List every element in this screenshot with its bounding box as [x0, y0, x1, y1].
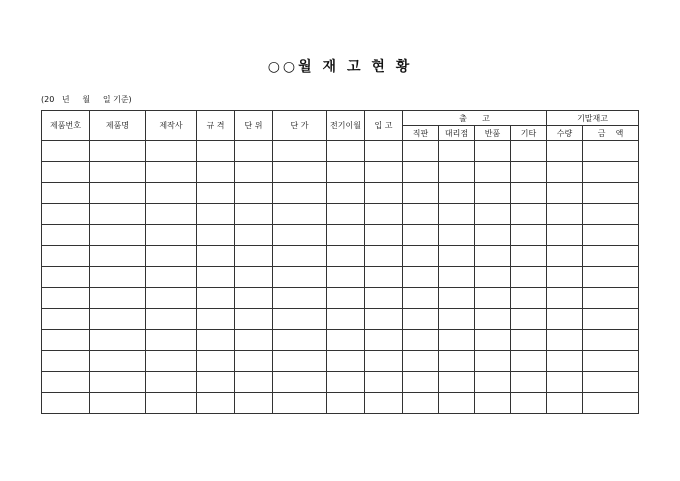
date-basis-line: (20 년 월 일 기준) — [41, 95, 132, 104]
header-agency: 대리점 — [439, 126, 475, 141]
table-cell — [511, 372, 547, 393]
table-cell — [511, 351, 547, 372]
header-carried-over: 전기이월 — [327, 111, 365, 141]
table-row — [42, 393, 639, 414]
table-cell — [146, 267, 197, 288]
table-cell — [197, 267, 235, 288]
table-cell — [42, 393, 90, 414]
table-cell — [197, 351, 235, 372]
table-cell — [235, 393, 273, 414]
table-cell — [90, 246, 146, 267]
table-row — [42, 309, 639, 330]
table-cell — [547, 246, 583, 267]
table-cell — [583, 372, 639, 393]
table-cell — [403, 162, 439, 183]
table-cell — [42, 225, 90, 246]
table-cell — [197, 372, 235, 393]
table-cell — [403, 393, 439, 414]
table-cell — [327, 162, 365, 183]
table-cell — [511, 393, 547, 414]
table-cell — [146, 351, 197, 372]
header-stock-out-group: 출 고 — [403, 111, 547, 126]
table-cell — [273, 225, 327, 246]
table-cell — [583, 309, 639, 330]
table-cell — [197, 330, 235, 351]
table-cell — [90, 162, 146, 183]
table-cell — [146, 246, 197, 267]
table-cell — [365, 141, 403, 162]
table-cell — [547, 267, 583, 288]
table-cell — [547, 372, 583, 393]
table-row — [42, 372, 639, 393]
table-cell — [90, 393, 146, 414]
table-cell — [273, 162, 327, 183]
table-cell — [475, 225, 511, 246]
table-cell — [273, 204, 327, 225]
table-cell — [439, 225, 475, 246]
table-cell — [403, 372, 439, 393]
table-cell — [146, 162, 197, 183]
inventory-table — [41, 110, 639, 414]
table-cell — [475, 351, 511, 372]
table-cell — [403, 288, 439, 309]
table-cell — [235, 183, 273, 204]
table-row — [42, 141, 639, 162]
table-cell — [327, 351, 365, 372]
table-cell — [197, 225, 235, 246]
table-cell — [235, 309, 273, 330]
table-cell — [583, 330, 639, 351]
table-cell — [42, 330, 90, 351]
table-cell — [327, 288, 365, 309]
table-cell — [475, 246, 511, 267]
table-cell — [547, 351, 583, 372]
table-cell — [475, 330, 511, 351]
table-cell — [439, 351, 475, 372]
table-cell — [547, 225, 583, 246]
table-cell — [583, 351, 639, 372]
table-cell — [583, 204, 639, 225]
table-cell — [365, 183, 403, 204]
table-cell — [235, 162, 273, 183]
table-cell — [439, 183, 475, 204]
header-manufacturer: 제작사 — [146, 111, 197, 141]
table-cell — [327, 246, 365, 267]
table-cell — [511, 183, 547, 204]
table-cell — [327, 372, 365, 393]
table-cell — [327, 330, 365, 351]
table-cell — [403, 183, 439, 204]
table-cell — [273, 309, 327, 330]
table-cell — [365, 204, 403, 225]
table-cell — [42, 309, 90, 330]
header-quantity: 수량 — [547, 126, 583, 141]
table-cell — [197, 183, 235, 204]
table-cell — [365, 267, 403, 288]
table-cell — [327, 204, 365, 225]
table-cell — [439, 288, 475, 309]
table-cell — [327, 183, 365, 204]
header-returns: 반품 — [475, 126, 511, 141]
table-row — [42, 330, 639, 351]
table-row — [42, 288, 639, 309]
table-cell — [273, 330, 327, 351]
table-cell — [439, 204, 475, 225]
table-cell — [403, 309, 439, 330]
table-cell — [365, 393, 403, 414]
table-cell — [475, 267, 511, 288]
table-cell — [235, 267, 273, 288]
table-cell — [327, 309, 365, 330]
table-cell — [146, 225, 197, 246]
table-row — [42, 204, 639, 225]
table-cell — [197, 204, 235, 225]
table-cell — [475, 204, 511, 225]
table-row — [42, 246, 639, 267]
table-cell — [583, 267, 639, 288]
table-row — [42, 225, 639, 246]
table-cell — [439, 330, 475, 351]
page-title: ○○월 재 고 현 황 — [267, 59, 413, 75]
table-cell — [439, 267, 475, 288]
table-cell — [547, 141, 583, 162]
table-cell — [235, 204, 273, 225]
header-amount: 금 액 — [583, 126, 639, 141]
table-cell — [327, 225, 365, 246]
header-unit: 단 위 — [235, 111, 273, 141]
table-row — [42, 162, 639, 183]
table-cell — [511, 330, 547, 351]
table-cell — [327, 267, 365, 288]
table-cell — [547, 183, 583, 204]
table-cell — [235, 288, 273, 309]
table-cell — [42, 288, 90, 309]
table-cell — [439, 141, 475, 162]
table-cell — [365, 309, 403, 330]
table-cell — [273, 393, 327, 414]
table-cell — [42, 162, 90, 183]
table-cell — [403, 225, 439, 246]
table-cell — [547, 393, 583, 414]
table-cell — [547, 309, 583, 330]
table-cell — [475, 372, 511, 393]
table-cell — [197, 393, 235, 414]
table-cell — [90, 267, 146, 288]
table-cell — [146, 141, 197, 162]
table-cell — [511, 162, 547, 183]
table-cell — [273, 372, 327, 393]
table-cell — [403, 141, 439, 162]
header-product-no: 제품번호 — [42, 111, 90, 141]
table-cell — [197, 162, 235, 183]
header-ending-stock-group: 기말재고 — [547, 111, 639, 126]
table-cell — [365, 288, 403, 309]
table-cell — [403, 267, 439, 288]
table-cell — [42, 246, 90, 267]
table-cell — [511, 267, 547, 288]
table-cell — [146, 372, 197, 393]
table-cell — [273, 183, 327, 204]
table-cell — [583, 393, 639, 414]
table-row — [42, 267, 639, 288]
table-cell — [273, 246, 327, 267]
table-cell — [235, 372, 273, 393]
table-cell — [90, 309, 146, 330]
table-cell — [511, 204, 547, 225]
table-cell — [146, 330, 197, 351]
table-cell — [365, 351, 403, 372]
table-cell — [235, 141, 273, 162]
table-cell — [439, 246, 475, 267]
table-cell — [547, 288, 583, 309]
table-cell — [235, 225, 273, 246]
table-cell — [42, 183, 90, 204]
header-unit-price: 단 가 — [273, 111, 327, 141]
table-cell — [90, 204, 146, 225]
table-cell — [583, 162, 639, 183]
table-cell — [439, 372, 475, 393]
table-cell — [583, 225, 639, 246]
table-cell — [42, 372, 90, 393]
table-cell — [90, 351, 146, 372]
table-cell — [403, 204, 439, 225]
table-cell — [511, 225, 547, 246]
table-cell — [235, 330, 273, 351]
table-cell — [475, 141, 511, 162]
table-cell — [365, 162, 403, 183]
table-cell — [547, 330, 583, 351]
table-cell — [475, 162, 511, 183]
table-cell — [42, 351, 90, 372]
table-cell — [235, 246, 273, 267]
table-row — [42, 183, 639, 204]
table-cell — [403, 351, 439, 372]
table-cell — [439, 162, 475, 183]
table-cell — [583, 141, 639, 162]
table-cell — [511, 309, 547, 330]
table-cell — [583, 288, 639, 309]
table-cell — [42, 267, 90, 288]
header-spec: 규 격 — [197, 111, 235, 141]
table-cell — [547, 204, 583, 225]
table-cell — [197, 288, 235, 309]
table-cell — [365, 330, 403, 351]
table-cell — [327, 141, 365, 162]
table-cell — [475, 183, 511, 204]
table-cell — [42, 141, 90, 162]
table-cell — [365, 372, 403, 393]
table-cell — [439, 393, 475, 414]
table-cell — [90, 141, 146, 162]
table-cell — [439, 309, 475, 330]
table-cell — [146, 288, 197, 309]
table-cell — [511, 288, 547, 309]
table-cell — [475, 288, 511, 309]
table-cell — [583, 183, 639, 204]
table-cell — [90, 183, 146, 204]
header-direct-sale: 직판 — [403, 126, 439, 141]
table-cell — [547, 162, 583, 183]
table-cell — [511, 141, 547, 162]
table-cell — [365, 225, 403, 246]
header-other: 기타 — [511, 126, 547, 141]
table-cell — [90, 225, 146, 246]
header-product-name: 제품명 — [90, 111, 146, 141]
table-cell — [146, 204, 197, 225]
table-cell — [235, 351, 273, 372]
table-cell — [146, 393, 197, 414]
table-cell — [273, 267, 327, 288]
table-cell — [90, 330, 146, 351]
table-cell — [90, 288, 146, 309]
table-cell — [42, 204, 90, 225]
table-cell — [583, 246, 639, 267]
table-cell — [197, 141, 235, 162]
table-cell — [365, 246, 403, 267]
table-cell — [197, 309, 235, 330]
table-cell — [475, 393, 511, 414]
table-cell — [273, 288, 327, 309]
table-cell — [197, 246, 235, 267]
table-cell — [403, 246, 439, 267]
table-cell — [146, 183, 197, 204]
table-cell — [90, 372, 146, 393]
table-cell — [511, 246, 547, 267]
table-cell — [146, 309, 197, 330]
table-cell — [273, 141, 327, 162]
header-stock-in: 입 고 — [365, 111, 403, 141]
table-cell — [403, 330, 439, 351]
table-cell — [327, 393, 365, 414]
table-cell — [475, 309, 511, 330]
table-row — [42, 351, 639, 372]
table-cell — [273, 351, 327, 372]
